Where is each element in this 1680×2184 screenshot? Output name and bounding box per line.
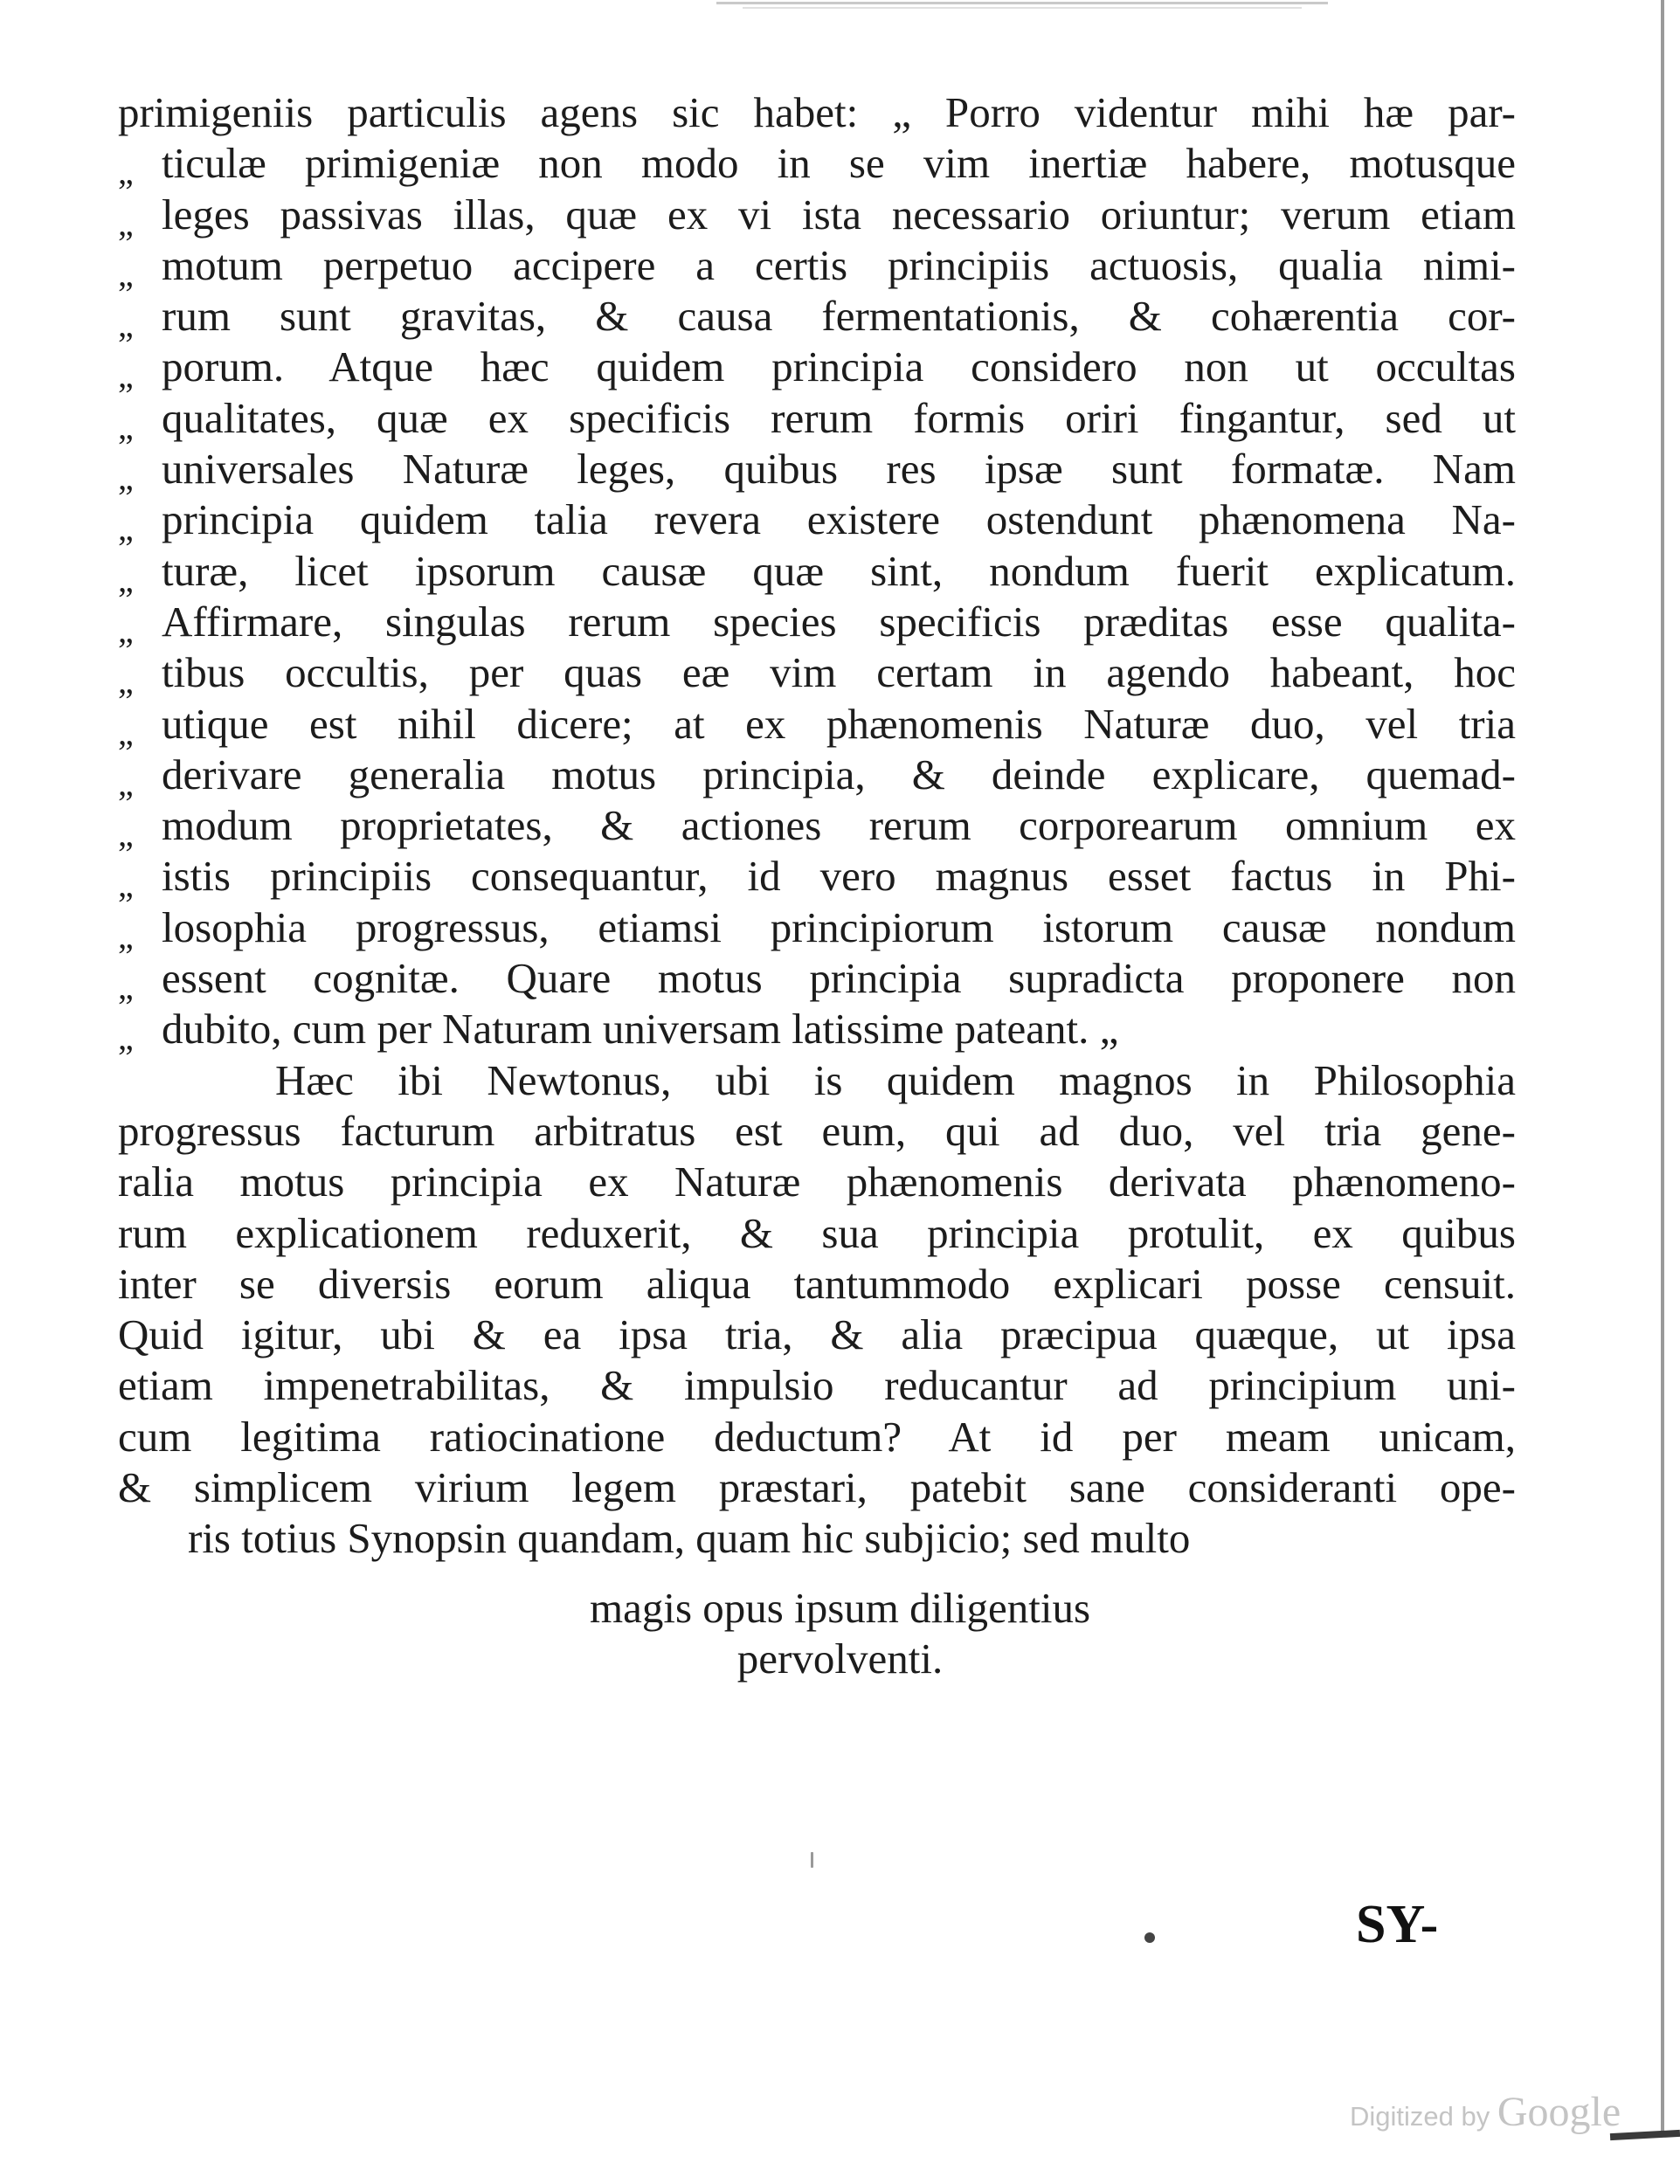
passage-line — [118, 342, 1516, 396]
digitized-watermark — [1350, 2088, 1621, 2136]
passage-line — [118, 750, 1516, 803]
passage-line-text: dubito, cum per Naturam universam latissime pateant. „ — [162, 1005, 1119, 1054]
passage-line-text: principia quidem talia revera existere ostendunt phænomena Na- — [162, 495, 1516, 544]
quote-mark: „ — [118, 610, 134, 650]
quoted-passage — [118, 87, 1516, 1058]
passage-line — [118, 1004, 1516, 1058]
passage-line — [118, 393, 1516, 444]
passage-line-text: derivare generalia motus principia, & deinde explicare, quemad- — [162, 750, 1516, 798]
quote-mark: „ — [118, 661, 134, 702]
passage-line — [118, 546, 1516, 597]
quote-mark: „ — [118, 916, 134, 956]
passage-line-text: universales Naturæ leges, quibus res ipsæ sunt formatæ. Nam — [162, 445, 1516, 494]
top-edge-rule-secondary — [743, 7, 1302, 9]
quote-mark: „ — [118, 1018, 134, 1058]
passage-line-text: primigeniis particulis agens sic habet: „ Porro videntur mihi hæ par- — [118, 88, 1516, 136]
passage-line — [118, 240, 1516, 294]
paragraph-line: Quid igitur, ubi & ea ipsa tria, & alia præcipua quæque, ut ipsa — [118, 1310, 1516, 1359]
ink-speck — [1144, 1932, 1155, 1943]
passage-line — [118, 851, 1516, 905]
quote-mark: „ — [118, 967, 134, 1007]
passage-line-text: leges passivas illas, quæ ex vi ista necessario oriuntur; verum etiam — [162, 190, 1516, 238]
quote-mark: „ — [118, 356, 134, 396]
passage-line-text: losophia progressus, etiamsi principiorum istorum causæ nondum — [162, 902, 1516, 951]
passage-line — [118, 138, 1516, 192]
passage-line-text: utique est nihil dicere; at ex phænomenis Naturæ duo, vel tria — [162, 699, 1516, 748]
passage-line-text: qualitates, quæ ex specificis rerum formis oriri fingantur, sed ut — [162, 393, 1516, 442]
quote-mark: „ — [118, 152, 134, 192]
quote-mark: „ — [118, 406, 134, 446]
page-text-block — [118, 87, 1516, 1565]
paragraph-line: ralia motus principia ex Naturæ phænomenis derivata phænomeno- — [118, 1158, 1516, 1206]
quote-mark: „ — [118, 508, 134, 549]
paragraph-line: ris totius Synopsin quandam, quam hic subjicio; sed multo — [188, 1514, 1191, 1563]
passage-line-text: ticulæ primigeniæ non modo in se vim inertiæ habere, motusque — [162, 139, 1516, 188]
ink-speck — [811, 1852, 813, 1868]
paragraph-line: etiam impenetrabilitas, & impulsio reducantur ad principium uni- — [118, 1361, 1516, 1410]
quote-mark: „ — [118, 203, 134, 243]
passage-line — [118, 902, 1516, 956]
passage-line-text: istis principiis consequantur, id vero magnus esset factus in Phi- — [162, 852, 1516, 901]
passage-line-text: motum perpetuo accipere a certis principiis actuosis, qualia nimi- — [162, 240, 1516, 289]
passage-line — [118, 953, 1516, 1007]
quote-mark: „ — [118, 865, 134, 905]
closing-line-2: pervolventi. — [736, 1635, 944, 1683]
watermark-brand: Google — [1497, 2089, 1621, 2135]
closing-line-1: magis opus ipsum diligentius — [589, 1584, 1091, 1632]
passage-line — [118, 190, 1516, 243]
quote-mark: „ — [118, 814, 134, 854]
page-right-edge — [1661, 0, 1664, 2132]
passage-line — [118, 444, 1516, 498]
watermark-prefix: Digitized by — [1350, 2101, 1490, 2132]
commentary-paragraph — [118, 1055, 1516, 1565]
passage-line-text: Affirmare, singulas rerum species specificis præditas esse qualita- — [162, 597, 1516, 646]
quote-mark: „ — [118, 305, 134, 345]
passage-line — [118, 494, 1516, 549]
passage-line — [118, 800, 1516, 854]
quote-mark: „ — [118, 458, 134, 498]
catchword: SY- — [1356, 1895, 1439, 1954]
quote-mark: „ — [118, 559, 134, 599]
paragraph-line: cum legitima ratiocinatione deductum? At id per meam unicam, — [118, 1412, 1516, 1461]
paragraph-line: Hæc ibi Newtonus, ubi is quidem magnos in Philosophia — [275, 1055, 1516, 1104]
passage-line-text: tibus occultis, per quas eæ vim certam in agendo habeant, hoc — [162, 648, 1516, 697]
passage-line — [118, 597, 1516, 650]
quote-mark: „ — [118, 712, 134, 752]
passage-line-text: porum. Atque hæc quidem principia considero non ut occultas — [162, 342, 1516, 391]
passage-line-text: turæ, licet ipsorum causæ quæ sint, nondum fuerit explicatum. — [162, 546, 1516, 595]
passage-line-text: rum sunt gravitas, & causa fermentationis, & cohærentia cor- — [162, 292, 1516, 341]
paragraph-line: rum explicationem reduxerit, & sua principia protulit, ex quibus — [118, 1208, 1516, 1257]
paragraph-line: progressus facturum arbitratus est eum, qui ad duo, vel tria gene- — [118, 1106, 1516, 1155]
top-edge-rule — [716, 2, 1328, 4]
passage-line — [118, 647, 1516, 702]
paragraph-line: inter se diversis eorum aliqua tantummodo explicari posse censuit. — [118, 1259, 1516, 1308]
passage-line-text: modum proprietates, & actiones rerum corporearum omnium ex — [162, 801, 1516, 850]
passage-line-text: essent cognitæ. Quare motus principia supradicta proponere non — [162, 954, 1516, 1003]
passage-line — [118, 291, 1516, 345]
quote-mark: „ — [118, 253, 134, 294]
quote-mark: „ — [118, 763, 134, 803]
passage-line — [118, 699, 1516, 750]
passage-line — [118, 87, 1516, 138]
paragraph-line: & simplicem virium legem præstari, patebit sane consideranti ope- — [118, 1463, 1516, 1512]
